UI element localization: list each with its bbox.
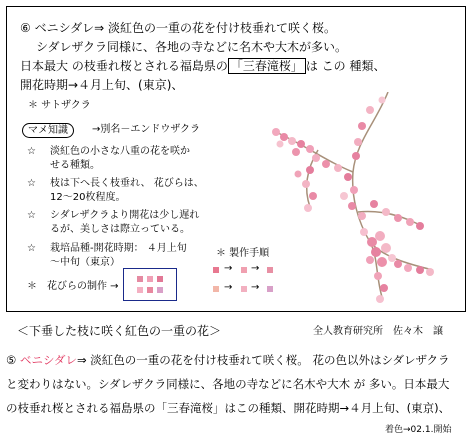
line-4: 開花時期→４月上旬、(東京)、 — [20, 78, 184, 92]
arrow-icon: → — [251, 282, 260, 293]
petal-swatch — [137, 276, 143, 282]
note-4a: 栽培品種‐開花時期： ４月上旬 — [50, 243, 187, 254]
star-icon: ☆ — [27, 146, 36, 157]
bottom-item-number: ⑤ — [6, 353, 17, 367]
star-icon: ☆ — [27, 178, 36, 189]
arrow-icon: → — [224, 282, 233, 293]
mame-chishiki-badge: マメ知識 — [22, 123, 74, 138]
arrow-icon: → — [251, 263, 260, 274]
step-swatch — [241, 286, 247, 292]
satozakura-heading: ＊ サトザクラ — [28, 100, 91, 111]
note-2a: 枝は下へ長く枝垂れ、 花びらは、 — [50, 178, 204, 189]
steps-label: ＊ 製作手順 — [216, 248, 270, 259]
note-3a: シダレザクラより開花は少し遅れ — [50, 210, 200, 221]
note-1a: 淡紅色の小さな八重の花を咲か — [50, 146, 190, 157]
line-3-post: は この 種類、 — [305, 59, 386, 73]
petal-swatch — [147, 287, 153, 293]
bottom-line-3: の枝垂れ桜とされる福島県の「三春滝桜」はこの種類、開花時期→４月上旬、(東京)、 — [6, 401, 451, 415]
bottom-line-1 — [6, 353, 450, 367]
blossom-clusters — [272, 97, 434, 304]
line-2: シダレザクラ同様に、各地の寺などに名木や大木が多い。 — [36, 40, 348, 54]
alias-text: →別名－エンドウザクラ — [92, 124, 200, 135]
author-credit: 全人教育研究所 佐々木 譲 — [313, 326, 443, 337]
star-icon: ☆ — [27, 210, 36, 221]
petal-swatch — [157, 276, 163, 282]
coloring-stamp: 着色→02.1.開始 — [385, 425, 452, 435]
note-3b: るが、美しさは際立っている。 — [50, 224, 190, 235]
bottom-line-1-rest: ⇒ 淡紅色の一重の花を付け枝垂れて咲く桜。 花の色以外はシダレザクラ — [77, 353, 450, 367]
petal-production-label: ＊ 花びらの制作 → — [27, 281, 119, 292]
figure-caption: ＜下垂した枝に咲く紅色の一重の花＞ — [17, 324, 222, 338]
petal-swatch — [137, 287, 143, 293]
petal-swatch — [147, 276, 153, 282]
petal-swatch — [157, 287, 163, 293]
note-4b: ～中旬（東京） — [50, 257, 120, 268]
line-3-pre: 日本最大 の枝垂れ桜とされる福島県の — [20, 59, 228, 73]
bottom-title: ベニシダレ — [19, 353, 78, 367]
petal-sample-box — [123, 268, 177, 301]
step-swatch — [241, 267, 247, 273]
step-swatch — [213, 267, 219, 273]
line-1: ベニシダレ⇒ 淡紅色の一重の花を付け枝垂れて咲く桜。 — [34, 21, 336, 35]
weeping-cherry-illustration — [258, 92, 463, 307]
star-icon: ☆ — [27, 243, 36, 254]
step-swatch — [213, 286, 219, 292]
arrow-icon: → — [224, 263, 233, 274]
item-heading — [20, 21, 336, 35]
line-3 — [20, 59, 385, 73]
note-2b: 12～20枚程度。 — [50, 192, 126, 203]
note-1b: せる種類。 — [50, 160, 100, 171]
bottom-line-2: と変わりはない。シダレザクラ同様に、各地の寺などに名木や大木 が 多い。日本最大 — [6, 377, 450, 391]
item-number: ⑥ — [20, 21, 31, 35]
sansun-takizakura-label: 「三春滝桜」 — [228, 58, 306, 74]
